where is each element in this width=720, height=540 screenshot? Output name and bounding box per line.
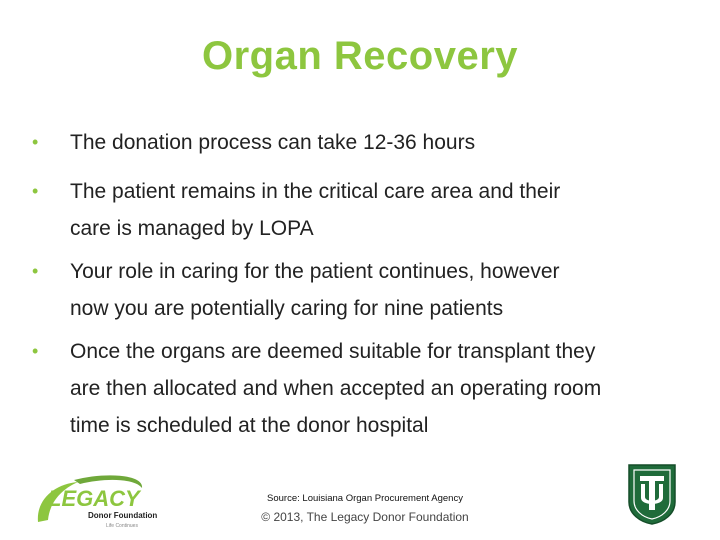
bullet-text-line: are then allocated and when accepted an operating room — [70, 377, 602, 400]
bullet-text-line: Your role in caring for the patient continues, however — [70, 260, 560, 283]
source-citation: Source: Louisiana Organ Procurement Agency — [267, 493, 463, 504]
bullet-glyph: • — [32, 341, 39, 361]
bullet-item — [30, 333, 710, 444]
bullet-glyph: • — [32, 132, 39, 152]
bullet-text-line: The donation process can take 12-36 hours — [70, 131, 476, 154]
footer-credits — [245, 492, 485, 525]
legacy-logo-tagline: Life Continues — [106, 523, 138, 529]
bullet-text-line: The patient remains in the critical care area and their — [70, 180, 561, 203]
legacy-donor-foundation-logo — [34, 470, 169, 530]
copyright-notice: © 2013, The Legacy Donor Foundation — [261, 510, 469, 524]
bullet-glyph: • — [32, 181, 39, 201]
bullet-text-line: now you are potentially caring for nine patients — [70, 297, 504, 320]
tulane-shield-logo — [626, 462, 678, 526]
slide-title: Organ Recovery — [201, 34, 519, 78]
legacy-logo-word: LEGACY — [48, 486, 140, 511]
bullet-glyph: • — [32, 261, 39, 281]
bullet-list — [30, 124, 710, 450]
legacy-logo-subtitle: Donor Foundation — [88, 511, 158, 520]
bullet-item — [30, 124, 710, 161]
bullet-item — [30, 173, 710, 247]
bullet-item — [30, 253, 710, 327]
bullet-text-line: care is managed by LOPA — [70, 217, 314, 240]
bullet-text-line: Once the organs are deemed suitable for transplant they — [70, 340, 596, 363]
bullet-text-line: time is scheduled at the donor hospital — [70, 414, 429, 437]
